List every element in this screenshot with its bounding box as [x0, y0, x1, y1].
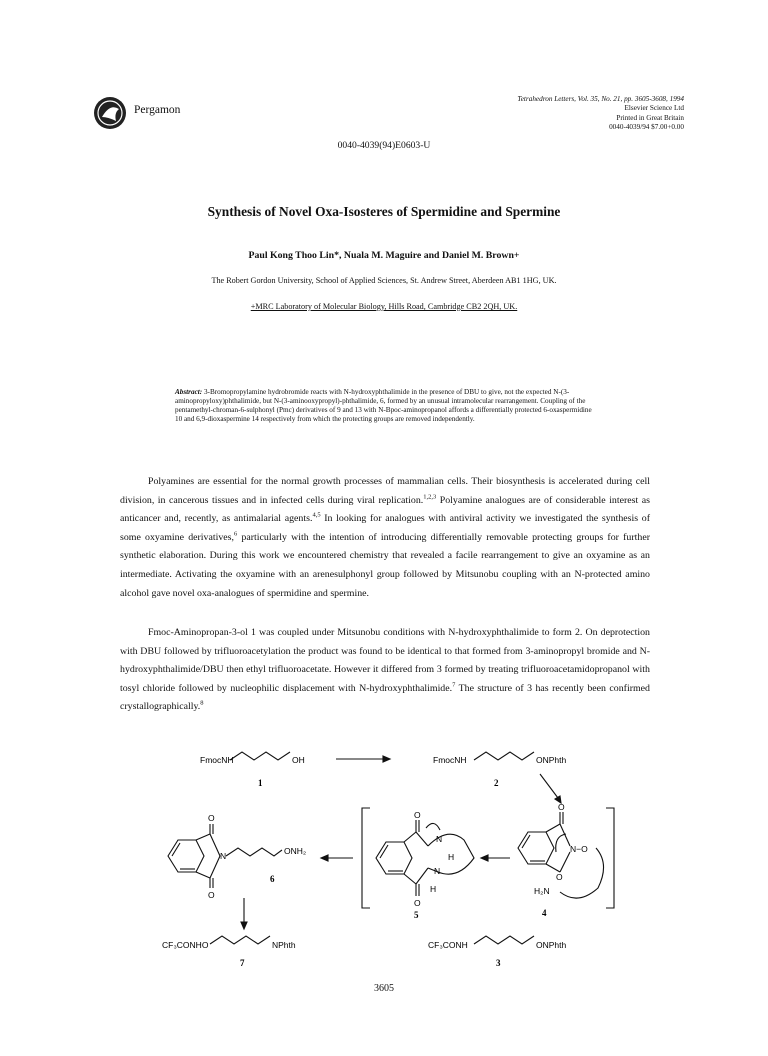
printed-line: Printed in Great Britain — [616, 113, 684, 122]
compound-5-oxygen-bottom: O — [414, 898, 421, 908]
compound-5-nitrogen: N — [436, 834, 443, 844]
arrow-2-to-4 — [540, 774, 558, 798]
compound-5-number: 5 — [414, 910, 419, 920]
compound-5-hydrogen-2: H — [430, 884, 437, 894]
p2-text-a: Fmoc-Aminopropan-3-ol 1 was coupled under Mitsunobu conditions with N-hydroxyphthalimide to form 2. On deprotection with DBU followed by trifluoroacetylation the product was found to be identical to that formed from 3-aminopropyl bromide and N-hydroxyphthalimide/DBU then ethyl trifluoroacetate. However it differed from 3 formed by treating trifluoroacetamidopropanol with tosyl chloride followed by nucleophilic displacement with N-hydroxyphthalimide. — [120, 627, 650, 694]
paragraph-2 — [120, 624, 650, 717]
compound-5-nitrogen-2: N — [434, 866, 441, 876]
compound-7-number: 7 — [240, 958, 245, 968]
compound-3-right: ONPhth — [536, 940, 567, 950]
compound-6-oxygen-top: O — [208, 813, 215, 823]
page-number: 3605 — [374, 983, 394, 994]
p2-text-b: The structure of 3 has recently been confirmed crystallographically. — [120, 682, 650, 713]
compound-7-chain — [210, 936, 270, 944]
pergamon-logo-icon — [92, 95, 128, 131]
p1-text-a: Polyamines are essential for the normal growth processes of mammalian cells. Their biosynthesis is accelerated during cell division, in cancerous tissues and in infected cells during viral replication. — [120, 476, 650, 506]
paper-title: Synthesis of Novel Oxa-Isosteres of Spermidine and Spermine — [207, 204, 561, 219]
ref-6: 6 — [233, 530, 238, 538]
compound-2-number: 2 — [494, 778, 499, 788]
compound-2-left: FmocNH — [433, 755, 467, 765]
bracket-right — [606, 808, 614, 908]
ref-4-5: 4,5 — [312, 511, 321, 519]
arrow-head-5-to-6 — [321, 855, 328, 861]
compound-4-n-o: N−O — [570, 844, 588, 854]
publisher-name: Pergamon — [134, 104, 181, 116]
affiliation-2: +MRC Laboratory of Molecular Biology, Hills Road, Cambridge CB2 2QH, UK. — [250, 302, 518, 311]
compound-4-structure — [518, 812, 604, 898]
reaction-scheme — [158, 748, 628, 968]
arrow-head-1-to-2 — [383, 756, 390, 762]
compound-3-chain — [474, 936, 534, 944]
compound-1-number: 1 — [258, 778, 263, 788]
compound-4-number: 4 — [542, 908, 547, 918]
abstract-label: Abstract: — [175, 388, 203, 396]
authors: Paul Kong Thoo Lin*, Nuala M. Maguire and Daniel M. Brown+ — [248, 250, 520, 261]
compound-6-oxygen-bottom: O — [208, 890, 215, 900]
abstract-text: 3-Bromopropylamine hydrobromide reacts with N-hydroxyphthalimide in the presence of DBU to give, not the expected N-(3-aminopropyloxy)phthalimide, but N-(3-aminooxypropyl)-phthalimide, 6, formed by an unusual intramolecular rearrangement. Coupling of the pentamethyl-chroman-6-sulphonyl (Pmc) derivatives of 9 and 13 with N-Bpoc-aminopropanol affords a differentially protected 6-oxaspermidine 10 and 6,9-dioxaspermine 14 respectively from which the protecting groups are removed independently. — [175, 388, 592, 424]
price-line: 0040-4039/94 $7.00+0.00 — [609, 123, 684, 132]
compound-1-right: OH — [292, 755, 305, 765]
compound-1-left: FmocNH — [200, 755, 234, 765]
doi: 0040-4039(94)E0603-U — [337, 140, 431, 151]
publisher-line: Elsevier Science Ltd — [624, 104, 684, 113]
p1-text-b: Polyamine analogues are of considerable interest as anticancer and, recently, as antimalarial agents. — [120, 494, 650, 525]
ref-7: 7 — [452, 681, 456, 689]
journal-info — [364, 95, 684, 133]
compound-2-chain — [474, 752, 534, 760]
paragraph-1 — [120, 473, 650, 603]
ref-8: 8 — [200, 700, 204, 708]
compound-4-oxygen-top: O — [558, 802, 565, 812]
p1-text-d: particularly with the intention of introducing differentially removable protecting groups for further synthetic elaboration. During this work we encountered chemistry that revealed a facile rearrangement to give an oxyamine as an intermediate. Activating the oxyamine with an arenesulphonyl group followed by Mitsunobu coupling with an N-protected amino alcohol gave novel oxa-analogues of spermidine and spermine. — [120, 531, 650, 599]
compound-2-right: ONPhth — [536, 755, 567, 765]
compound-6-number: 6 — [270, 874, 275, 884]
compound-4-oxygen-bottom: O — [556, 872, 563, 882]
bracket-left — [362, 808, 370, 908]
journal-citation: Tetrahedron Letters, Vol. 35, No. 21, pp. 3605-3608, 1994 — [517, 95, 684, 103]
p1-text-c: In looking for analogues with antiviral activity we investigated the synthesis of some oxyamine derivatives, — [120, 513, 650, 543]
compound-3-number: 3 — [496, 958, 501, 968]
compound-1-chain — [230, 752, 290, 760]
compound-5-structure — [376, 820, 474, 896]
arrow-head-4-to-5 — [481, 855, 488, 861]
compound-7-right: NPhth — [272, 940, 296, 950]
compound-6-nitrogen: N — [220, 851, 227, 861]
affiliation-1: The Robert Gordon University, School of Applied Sciences, St. Andrew Street, Aberdeen AB1 1HG, UK. — [211, 276, 557, 285]
arrow-head-6-to-7 — [241, 922, 247, 929]
compound-7-left: CF₃CONHO — [162, 940, 209, 950]
compound-4-h2n: H₂N — [534, 886, 550, 896]
compound-5-oxygen-top: O — [414, 810, 421, 820]
compound-3-left: CF₃CONH — [428, 940, 468, 950]
compound-5-hydrogen-1: H — [448, 852, 455, 862]
ref-1-2-3: 1,2,3 — [423, 493, 437, 501]
abstract — [175, 388, 593, 424]
compound-6-right: ONH₂ — [284, 846, 307, 856]
